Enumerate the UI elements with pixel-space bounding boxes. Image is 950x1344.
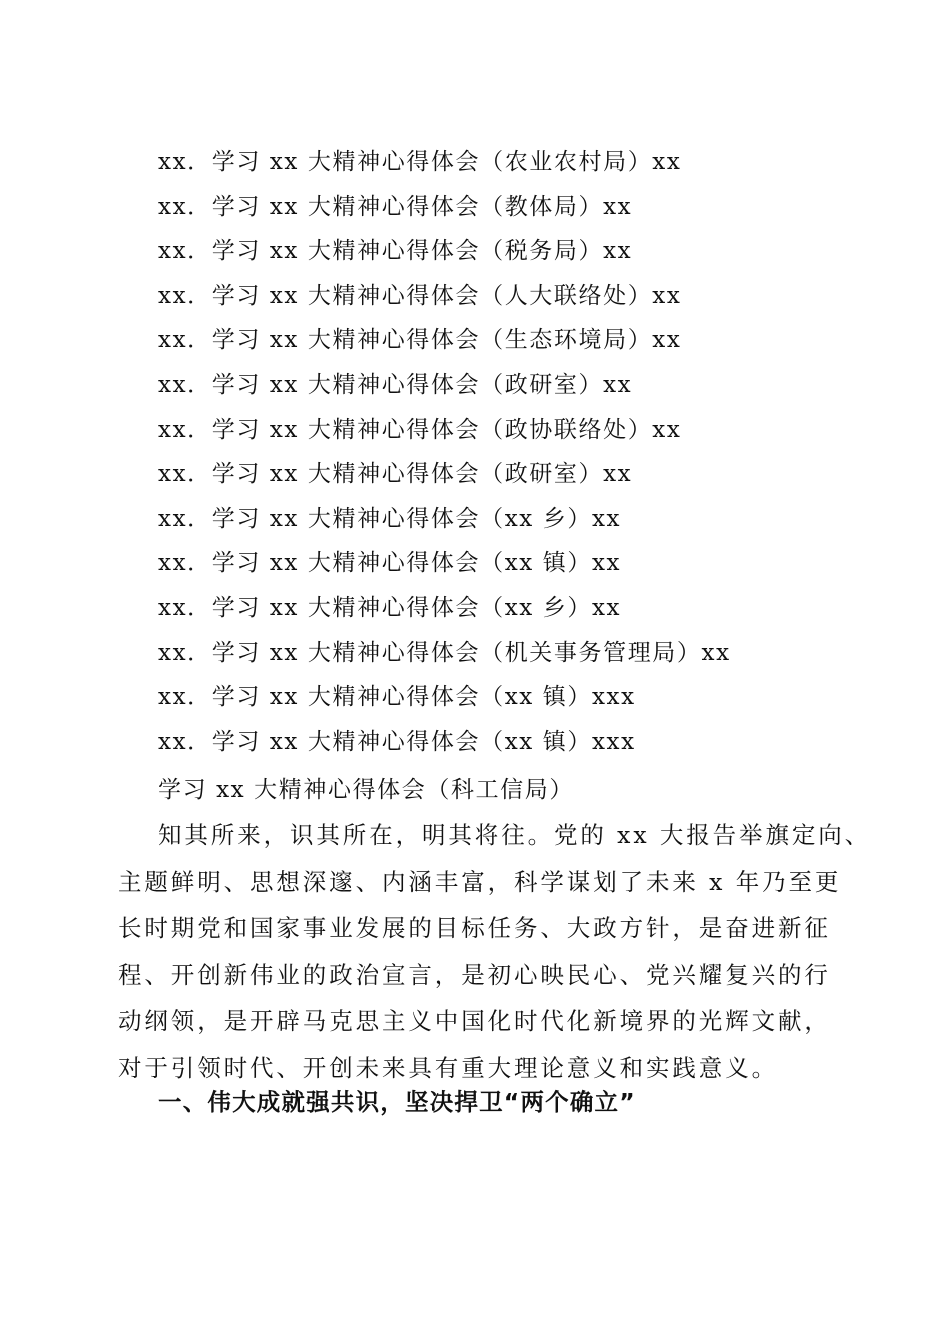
toc-item: xx．学习 xx 大精神心得体会（农业农村局）xx xyxy=(158,149,682,175)
paragraph-line: 知其所来，识其所在，明其将往。党的 xx 大报告举旗定向、 xyxy=(158,821,872,849)
toc-item: xx．学习 xx 大精神心得体会（人大联络处）xx xyxy=(158,282,682,309)
article-paragraph xyxy=(118,812,872,1091)
paragraph-line: 对于引领时代、开创未来具有重大理论意义和实践意义。 xyxy=(118,1053,778,1082)
table-of-contents xyxy=(158,140,858,764)
toc-item: xx．学习 xx 大精神心得体会（政研室）xx xyxy=(158,371,633,398)
toc-item: xx．学习 xx 大精神心得体会（xx 乡）xx xyxy=(158,505,622,532)
toc-item: xx．学习 xx 大精神心得体会（税务局）xx xyxy=(158,238,633,265)
paragraph-line: 主题鲜明、思想深邃、内涵丰富，科学谋划了未来 x 年乃至更 xyxy=(118,867,842,896)
section-heading: 一、伟大成就强共识，坚决捍卫“两个确立” xyxy=(158,1088,636,1116)
paragraph-line: 长时期党和国家事业发展的目标任务、大政方针，是奋进新征 xyxy=(118,914,831,942)
paragraph-line: 程、开创新伟业的政治宣言，是初心映民心、党兴耀复兴的行 xyxy=(118,960,831,989)
toc-item: xx．学习 xx 大精神心得体会（xx 镇）xxx xyxy=(158,728,636,755)
toc-item: xx．学习 xx 大精神心得体会（教体局）xx xyxy=(158,193,633,220)
article-title: 学习 xx 大精神心得体会（科工信局） xyxy=(158,777,574,803)
toc-item: xx．学习 xx 大精神心得体会（xx 镇）xx xyxy=(158,550,622,577)
toc-item: xx．学习 xx 大精神心得体会（政研室）xx xyxy=(158,461,633,488)
toc-item: xx．学习 xx 大精神心得体会（生态环境局）xx xyxy=(158,327,682,354)
toc-item: xx．学习 xx 大精神心得体会（政协联络处）xx xyxy=(158,416,682,443)
toc-item: xx．学习 xx 大精神心得体会（xx 镇）xxx xyxy=(158,684,636,711)
toc-item: xx．学习 xx 大精神心得体会（xx 乡）xx xyxy=(158,594,622,621)
toc-item: xx．学习 xx 大精神心得体会（机关事务管理局）xx xyxy=(158,639,731,666)
paragraph-line: 动纲领，是开辟马克思主义中国化时代化新境界的光辉文献， xyxy=(118,1007,831,1035)
